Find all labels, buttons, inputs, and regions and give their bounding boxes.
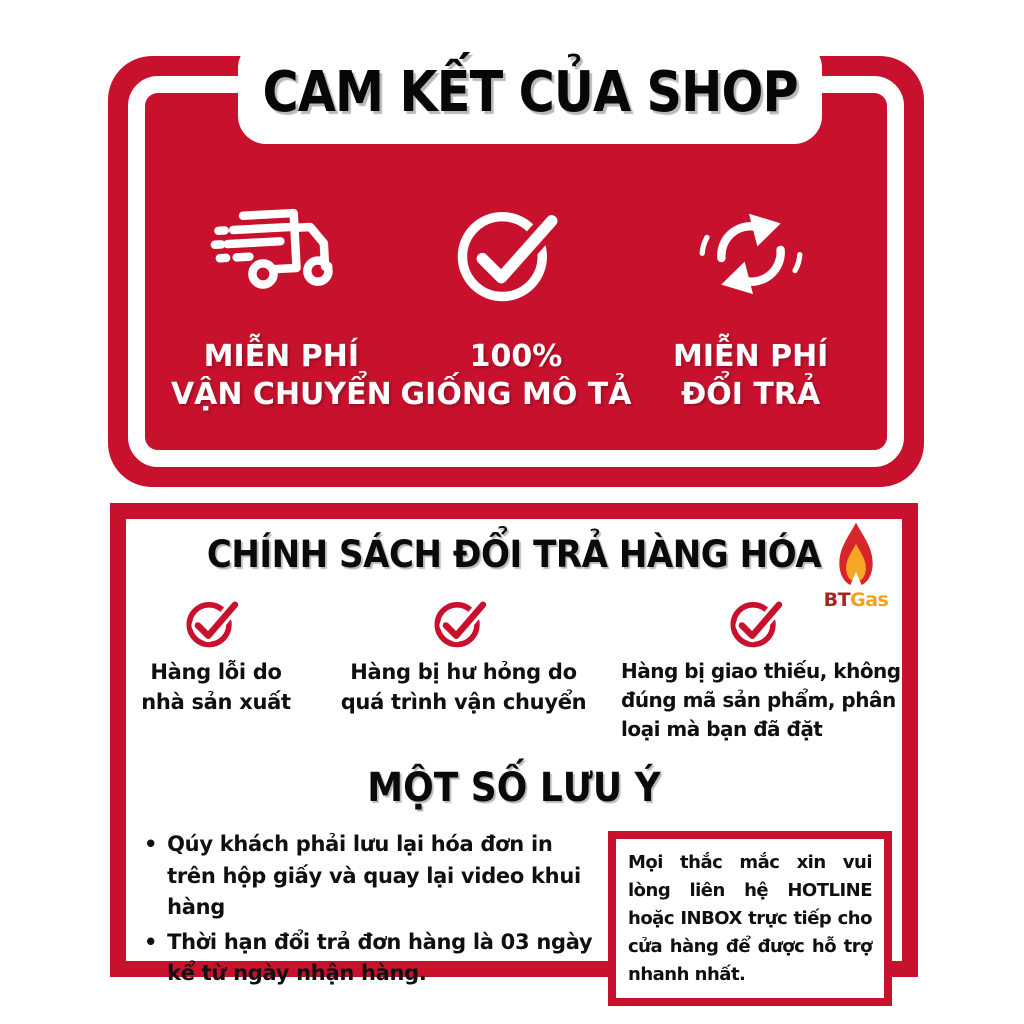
- commitment-label-line: GIỐNG MÔ TẢ: [400, 377, 632, 413]
- policy-title: CHÍNH SÁCH ĐỔI TRẢ HÀNG HÓA: [206, 533, 822, 576]
- notes-title: MỘT SỐ LƯU Ý: [367, 765, 661, 811]
- check-icon: [185, 595, 247, 649]
- card-title-plate: [238, 40, 822, 144]
- return-cases-row: [126, 595, 902, 775]
- case-text-line: quá trình vận chuyển: [340, 690, 587, 715]
- logo-bt-label: BT: [823, 589, 851, 611]
- commitment-item-free-shipping: [164, 188, 399, 415]
- exchange-arrows-icon: [688, 188, 814, 320]
- commitment-label-line: ĐỔI TRẢ: [681, 377, 821, 413]
- check-icon: [729, 595, 791, 649]
- case-text-line: đúng mã sản phẩm, phân: [621, 688, 896, 712]
- commitment-label-line: MIỄN PHÍ: [673, 339, 829, 374]
- bullet-text: Thời hạn đổi trả đơn hàng là 03 ngày kể từ ngày nhận hàng.: [167, 929, 593, 985]
- bullet-dot: •: [144, 929, 158, 954]
- contact-note-box: [608, 831, 892, 1006]
- logo-gas-label: Gas: [850, 589, 889, 611]
- case-text-line: nhà sản xuất: [141, 690, 291, 715]
- commitment-label-line: 100%: [469, 339, 563, 374]
- bullet-text: Qúy khách phải lưu lại hóa đơn in trên hộp giấy và quay lại video khui hàng: [167, 832, 581, 919]
- case-text-line: loại mà bạn đã đặt: [621, 717, 823, 741]
- contact-note-text: Mọi thắc mắc xin vui lòng liên hệ HOTLINE hoặc INBOX trực tiếp cho cửa hàng để được hỗ trợ nhanh nhất.: [628, 852, 872, 985]
- case-text-line: Hàng bị giao thiếu, không: [621, 659, 901, 683]
- return-case-wrong-item: [621, 595, 899, 744]
- flame-icon: [829, 521, 883, 593]
- case-text-line: Hàng bị hư hỏng do: [350, 660, 577, 684]
- list-item: [144, 927, 599, 990]
- commitment-item-as-described: [399, 188, 634, 415]
- bullet-dot: •: [144, 832, 158, 856]
- return-case-shipping-damage: [341, 595, 586, 718]
- commitment-label-line: MIỄN PHÍ: [203, 339, 359, 374]
- return-case-manufacturer-defect: [126, 595, 306, 718]
- list-item: [144, 829, 599, 924]
- card-title: CAM KẾT CỦA SHOP: [262, 59, 798, 125]
- case-text-line: Hàng lỗi do: [150, 660, 282, 684]
- commitment-label-line: VẬN CHUYỂN: [170, 377, 392, 413]
- check-circle-icon: [453, 188, 579, 320]
- commitment-item-free-returns: [633, 188, 868, 415]
- notes-bullet-list: [144, 829, 599, 993]
- commitment-items-row: [164, 188, 868, 415]
- check-icon: [433, 595, 495, 649]
- return-policy-section: [110, 503, 918, 985]
- delivery-truck-icon: [207, 188, 355, 320]
